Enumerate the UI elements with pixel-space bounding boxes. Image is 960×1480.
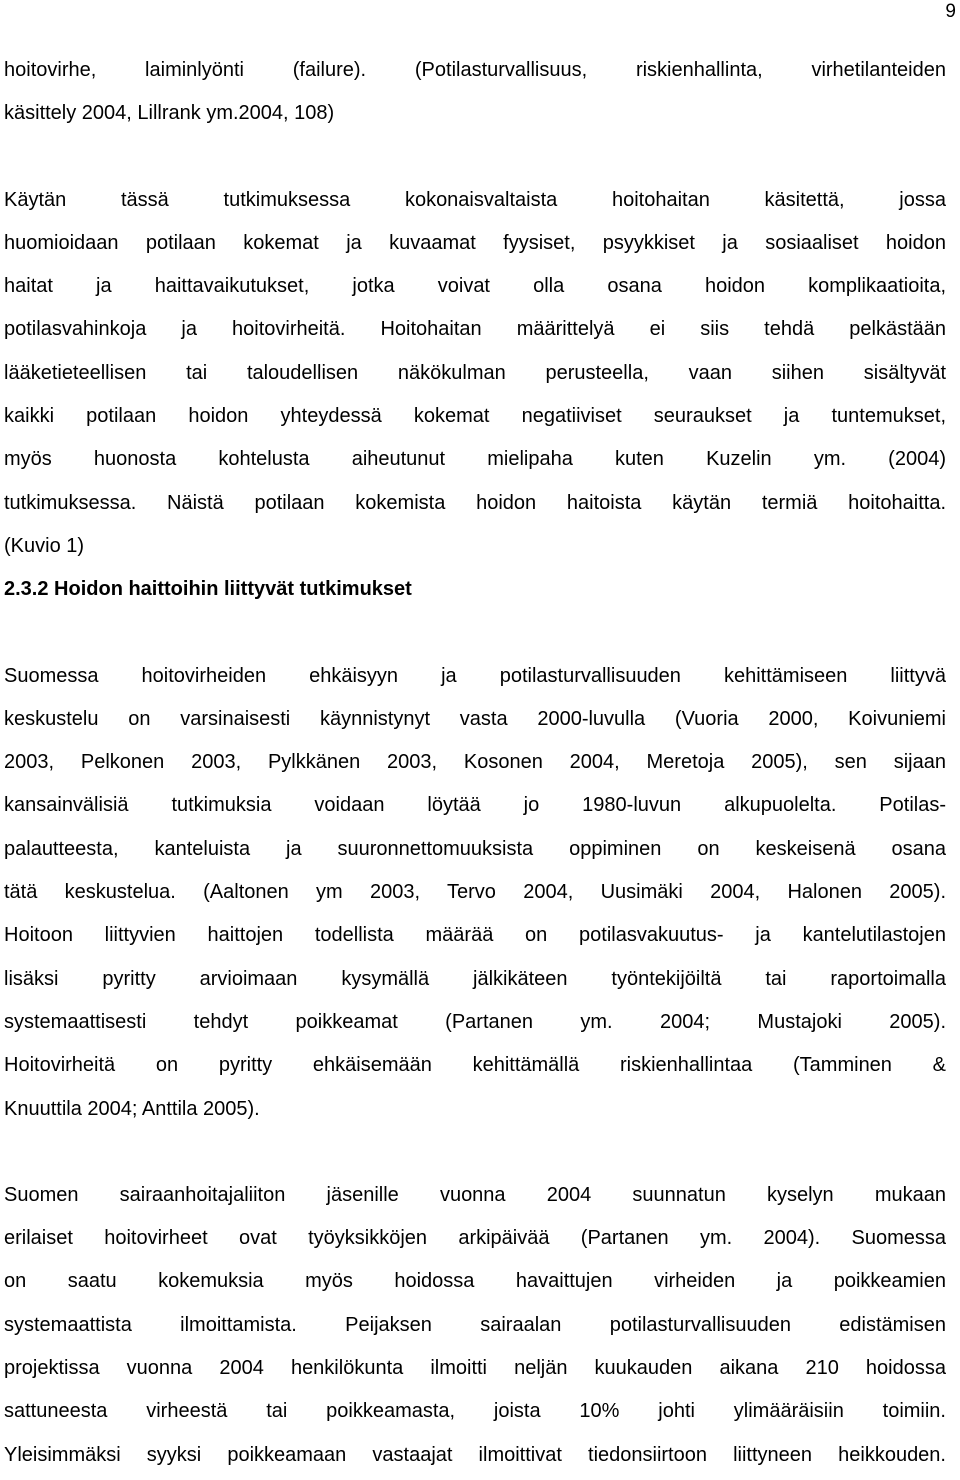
text-line: on saatu kokemuksia myös hoidossa havaittujen virheiden ja poikkeamien xyxy=(4,1270,946,1293)
text-line: tutkimuksessa. Näistä potilaan kokemista hoidon haitoista käytän termiä hoitohaitta. xyxy=(4,491,946,514)
text-line: systemaattisesti tehdyt poikkeamat (Partanen ym. 2004; Mustajoki 2005). xyxy=(4,1010,946,1033)
text-line: haitat ja haittavaikutukset, jotka voivat olla osana hoidon komplikaatioita, xyxy=(4,275,946,298)
document-body xyxy=(4,49,946,1477)
text-line: käsittely 2004, Lillrank ym.2004, 108) xyxy=(4,102,335,125)
paragraph-3 xyxy=(4,655,946,1131)
text-line: lääketieteellisen tai taloudellisen näkökulman perusteella, vaan siihen sisältyvät xyxy=(4,361,946,384)
text-line: palautteesta, kanteluista ja suuronnettomuuksista oppiminen on keskeisenä osana xyxy=(4,837,946,860)
paragraph-1 xyxy=(4,49,946,136)
text-line: lisäksi pyritty arvioimaan kysymällä jälkikäteen työntekijöiltä tai raportoimalla xyxy=(4,967,946,990)
text-line: Yleisimmäksi syyksi poikkeamaan vastaajat ilmoittivat tiedonsiirtoon liittyneen heikkouden. xyxy=(4,1443,946,1466)
text-line: keskustelu on varsinaisesti käynnistynyt vasta 2000-luvulla (Vuoria 2000, Koivuniemi xyxy=(4,707,946,730)
text-line: hoitovirhe, laiminlyönti (failure). (Potilasturvallisuus, riskienhallinta, virhetilanteiden xyxy=(4,59,946,81)
text-line: sattuneesta virheestä tai poikkeamasta, joista 10% johti ylimääräisiin toimiin. xyxy=(4,1400,946,1423)
text-line: systemaattista ilmoittamista. Peijaksen sairaalan potilasturvallisuuden edistämisen xyxy=(4,1313,946,1336)
text-line: Käytän tässä tutkimuksessa kokonaisvaltaista hoitohaitan käsitettä, jossa xyxy=(4,188,946,211)
paragraph-2 xyxy=(4,179,946,569)
text-line: 2003, Pelkonen 2003, Pylkkänen 2003, Kosonen 2004, Meretoja 2005), sen sijaan xyxy=(4,751,946,774)
text-line: projektissa vuonna 2004 henkilökunta ilmoitti neljän kuukauden aikana 210 hoidossa xyxy=(4,1357,946,1380)
text-line: kaikki potilaan hoidon yhteydessä kokemat negatiiviset seuraukset ja tuntemukset, xyxy=(4,405,946,428)
page-number: 9 xyxy=(945,1,956,22)
text-line: erilaiset hoitovirheet ovat työyksikköjen arkipäivää (Partanen ym. 2004). Suomessa xyxy=(4,1227,946,1250)
text-line: kansainvälisiä tutkimuksia voidaan löytää jo 1980-luvun alkupuolelta. Potilas- xyxy=(4,794,946,817)
text-line: myös huonosta kohtelusta aiheutunut mielipaha kuten Kuzelin ym. (2004) xyxy=(4,448,946,471)
text-line: Suomen sairaanhoitajaliiton jäsenille vuonna 2004 suunnatun kyselyn mukaan xyxy=(4,1183,946,1206)
text-line: (Kuvio 1) xyxy=(4,534,85,557)
text-line: Knuuttila 2004; Anttila 2005). xyxy=(4,1097,260,1120)
section-heading: 2.3.2 Hoidon haittoihin liittyvät tutkimukset xyxy=(4,578,412,601)
text-line: huomioidaan potilaan kokemat ja kuvaamat fyysiset, psyykkiset ja sosiaaliset hoidon xyxy=(4,231,946,254)
text-line: tätä keskustelua. (Aaltonen ym 2003, Tervo 2004, Uusimäki 2004, Halonen 2005). xyxy=(4,881,946,904)
paragraph-4 xyxy=(4,1174,946,1477)
text-line: Hoitoon liittyvien haittojen todellista määrää on potilasvakuutus- ja kantelutilastojen xyxy=(4,924,946,947)
text-line: Suomessa hoitovirheiden ehkäisyyn ja potilasturvallisuuden kehittämiseen liittyvä xyxy=(4,664,946,687)
text-line: potilasvahinkoja ja hoitovirheitä. Hoitohaitan määrittelyä ei siis tehdä pelkästään xyxy=(4,318,946,341)
text-line: Hoitovirheitä on pyritty ehkäisemään kehittämällä riskienhallintaa (Tamminen & xyxy=(4,1054,946,1077)
